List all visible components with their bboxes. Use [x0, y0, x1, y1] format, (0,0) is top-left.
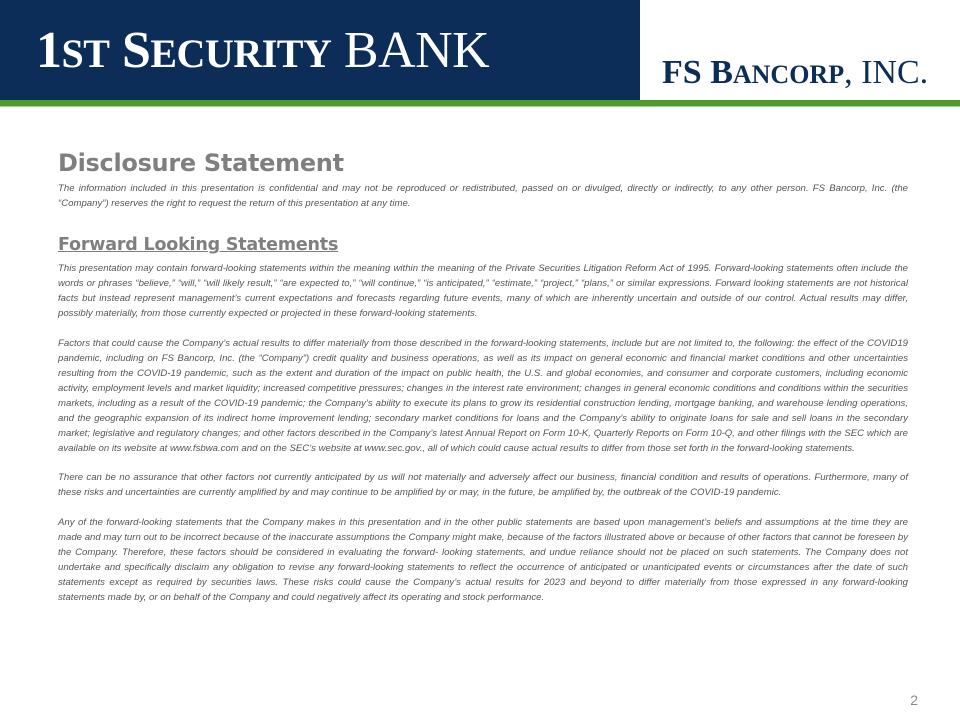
slide-body	[58, 146, 908, 605]
disclosure-text: The information included in this presentation is confidential and may not be reproduced or redistributed, passed on or divulged, directly or indirectly, to any other person. FS Bancorp, Inc. (the “Company”) reserves the right to request the return of this presentation at any time.	[58, 183, 908, 210]
forward-looking-paragraph: Any of the forward-looking statements that the Company makes in this presentation and in the other public statements are based upon management’s beliefs and assumptions at the time they are made and may turn out to be incorrect because of the inaccurate assumptions the Company might make, because of the factors illustrated above or because of other factors that cannot be foreseen by the Company. Therefore, these factors should be considered in evaluating the forward- looking statements, and undue reliance should not be placed on such statements. The Company does not undertake and specifically disclaim any obligation to revise any forward-looking statements to reflect the occurrence of anticipated or unanticipated events or circumstances after the date of such statements except as required by securities laws. These risks could cause the Company’s actual results for 2023 and beyond to differ materially from those expressed in any forward-looking statements made by, or on behalf of the Company and could negatively affect its operating and stock performance.	[58, 516, 908, 603]
first-security-bank-logo: 1ST SECURITY BANK	[36, 22, 490, 79]
disclosure-title: Disclosure Statement	[58, 149, 344, 177]
forward-looking-paragraph: Factors that could cause the Company’s actual results to differ materially from those described in the forward-looking statements, include but are not limited to, the following: the effect of the COVID19 pandemic, including on FS Bancorp, Inc. (the “Company”) credit quality and business operations, as well as its impact on general economic and financial market conditions and other uncertainties resulting from the COVID-19 pandemic, such as the extent and duration of the impact on public health, the U.S. and global economies, and consumer and corporate customers, including economic activity, employment levels and market liquidity; increased competitive pressures; changes in the interest rate environment; changes in general economic conditions and conditions within the securities markets, including as a result of the COVID-19 pandemic; the Company’s ability to execute its plans to grow its residential construction lending, mortgage banking, and warehouse lending operations, and the geographic expansion of its indirect home improvement lending; secondary market conditions for loans and the Company’s ability to originate loans for sale and sell loans in the secondary market; legislative and regulatory changes; and other factors described in the Company’s latest Annual Report on Form 10-K, Quarterly Reports on Form 10-Q, and other filings with the SEC which are available on its website at www.fsbwa.com and on the SEC’s website at www.sec.gov., all of which could cause actual results to differ from those set forth in the forward-looking statements.	[58, 337, 908, 455]
page-number: 2	[910, 692, 918, 708]
forward-looking-paragraph: This presentation may contain forward-looking statements within the meaning within the meaning of the Private Securities Litigation Reform Act of 1995. Forward-looking statements often include the words or phrases “believe,” “will,” “will likely result,” “are expected to,” “will continue,” “is anticipated,” “estimate,” “project,” “plans,” or similar expressions. Forward looking statements are not historical facts but instead represent management’s current expectations and forecasts regarding future events, many of which are inherently uncertain and outside of our control. Actual results may differ, possibly materially, from those currently expected or projected in these forward-looking statements.	[58, 263, 908, 320]
fs-bancorp-logo: FS BANCORP, INC.	[662, 54, 929, 91]
header-green-rule-light	[0, 106, 960, 107]
forward-looking-paragraph: There can be no assurance that other factors not currently anticipated by us will not materially and adversely affect our business, financial condition and results of operations. Furthermore, many of these risks and uncertainties are currently amplified by and may continue to be amplified by or may, in the future, be amplified by, the outbreak of the COVID-19 pandemic.	[58, 472, 908, 499]
slide-header	[0, 0, 960, 110]
forward-looking-title: Forward Looking Statements	[58, 235, 339, 256]
